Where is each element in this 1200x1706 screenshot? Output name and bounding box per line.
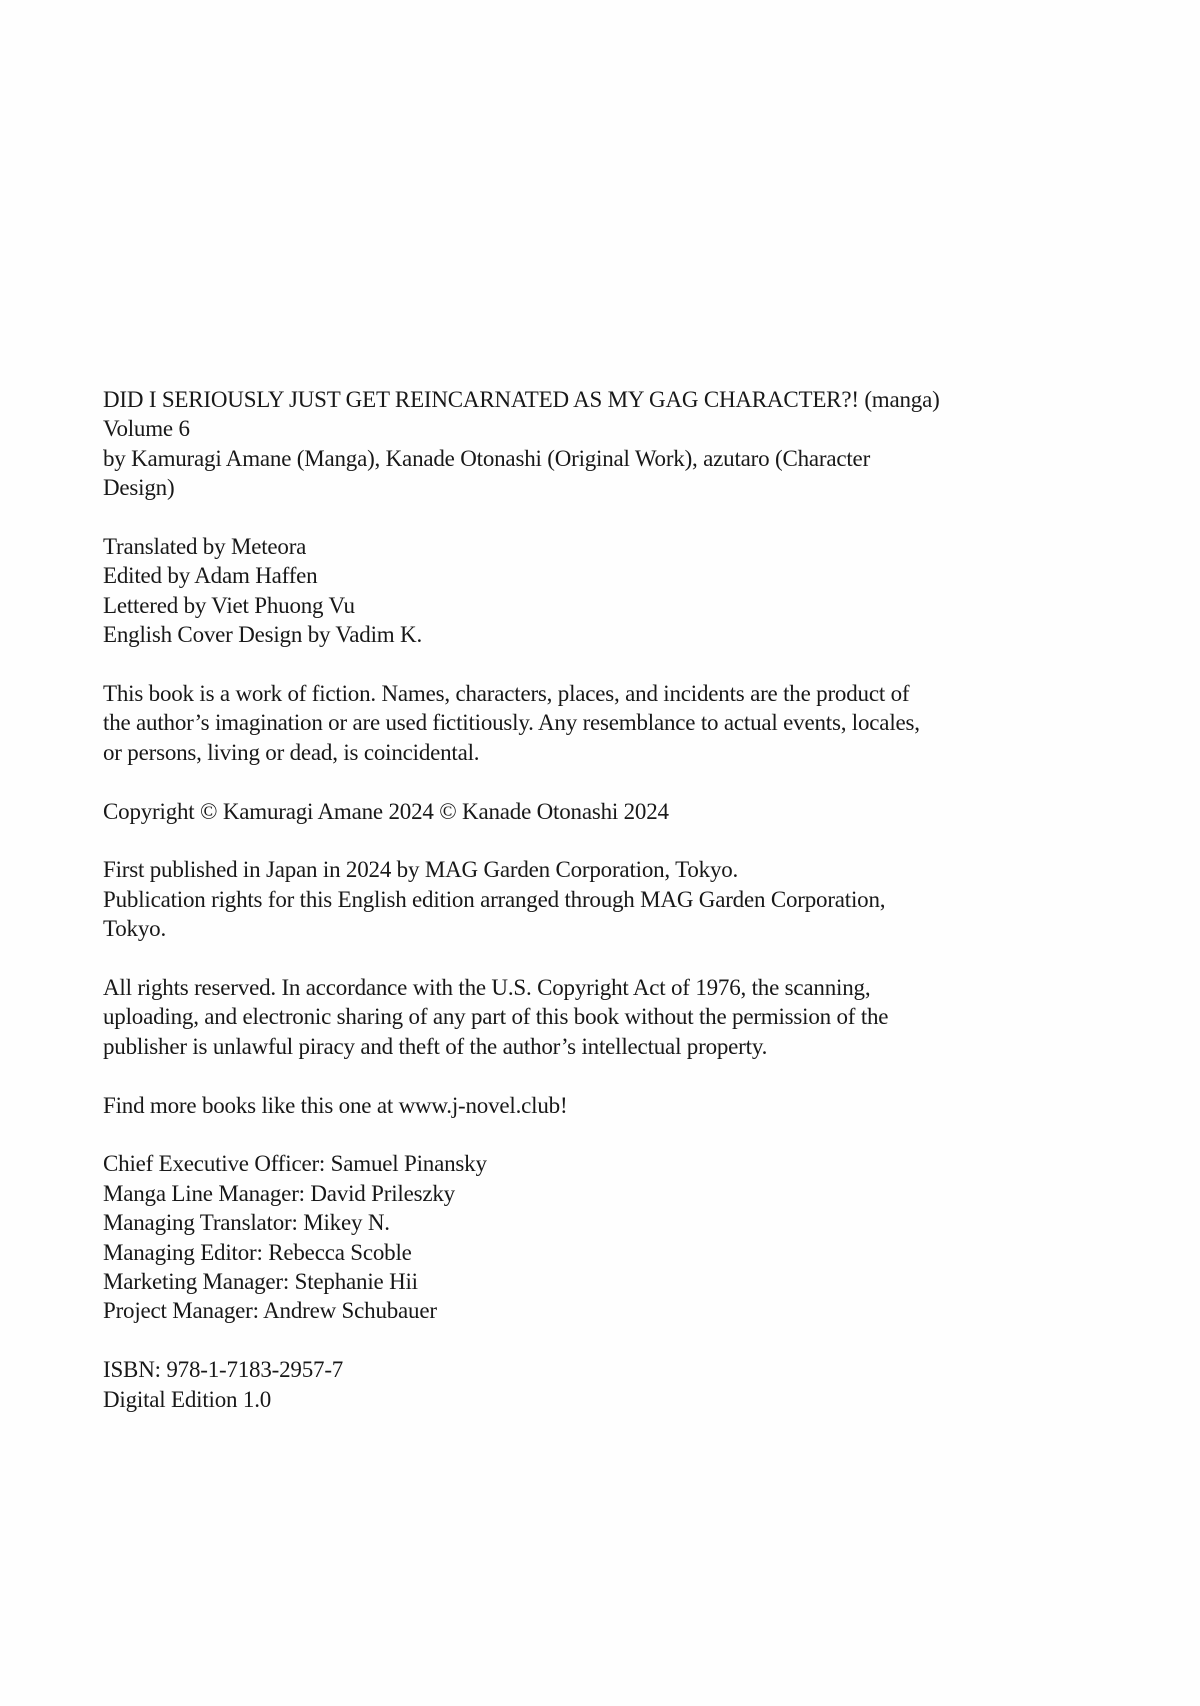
ceo-credit: Chief Executive Officer: Samuel Pinansky [103,1151,487,1177]
disclaimer-line: the author’s imagination or are used fictitiously. Any resemblance to actual events, locales, [103,710,920,736]
colophon-text-column [103,385,1003,1414]
translator-credit: Translated by Meteora [103,534,307,560]
publication-line: Tokyo. [103,916,166,942]
letterer-credit: Lettered by Viet Phuong Vu [103,592,355,618]
volume-line: Volume 6 [103,416,190,442]
publication-line: Publication rights for this English edition arranged through MAG Garden Corporation, [103,886,886,912]
isbn-line: ISBN: 978-1-7183-2957-7 [103,1357,344,1383]
book-title-block [103,385,1003,503]
localization-credits-block [103,532,1003,650]
copyright-text: Copyright © Kamuragi Amane 2024 © Kanade Otonashi 2024 [103,798,669,824]
edition-info-block [103,1355,1003,1414]
publication-info-paragraph [103,855,1003,943]
marketing-manager-credit: Marketing Manager: Stephanie Hii [103,1269,418,1295]
staff-credits-block [103,1149,1003,1325]
publication-line: First published in Japan in 2024 by MAG Garden Corporation, Tokyo. [103,857,739,883]
rights-notice-paragraph [103,973,1003,1061]
disclaimer-line: This book is a work of fiction. Names, characters, places, and incidents are the product of [103,681,910,707]
rights-line: uploading, and electronic sharing of any part of this book without the permission of the [103,1004,889,1030]
cover-design-credit: English Cover Design by Vadim K. [103,622,422,648]
digital-edition-line: Digital Edition 1.0 [103,1386,272,1412]
rights-line: publisher is unlawful piracy and theft of the author’s intellectual property. [103,1033,768,1059]
fiction-disclaimer-paragraph [103,679,1003,767]
managing-translator-credit: Managing Translator: Mikey N. [103,1210,390,1236]
byline: by Kamuragi Amane (Manga), Kanade Otonashi (Original Work), azutaro (Character [103,445,871,471]
project-manager-credit: Project Manager: Andrew Schubauer [103,1298,437,1324]
promo-line [103,1091,1003,1120]
copyright-line [103,797,1003,826]
promo-text: Find more books like this one at www.j-novel.club! [103,1092,568,1118]
manga-line-manager-credit: Manga Line Manager: David Prileszky [103,1180,455,1206]
editor-credit: Edited by Adam Haffen [103,563,318,589]
rights-line: All rights reserved. In accordance with the U.S. Copyright Act of 1976, the scanning, [103,975,871,1001]
book-title-line: DID I SERIOUSLY JUST GET REINCARNATED AS MY GAG CHARACTER?! (manga) [103,387,940,412]
managing-editor-credit: Managing Editor: Rebecca Scoble [103,1239,412,1265]
disclaimer-line: or persons, living or dead, is coincidental. [103,739,480,765]
byline-continued: Design) [103,475,175,501]
